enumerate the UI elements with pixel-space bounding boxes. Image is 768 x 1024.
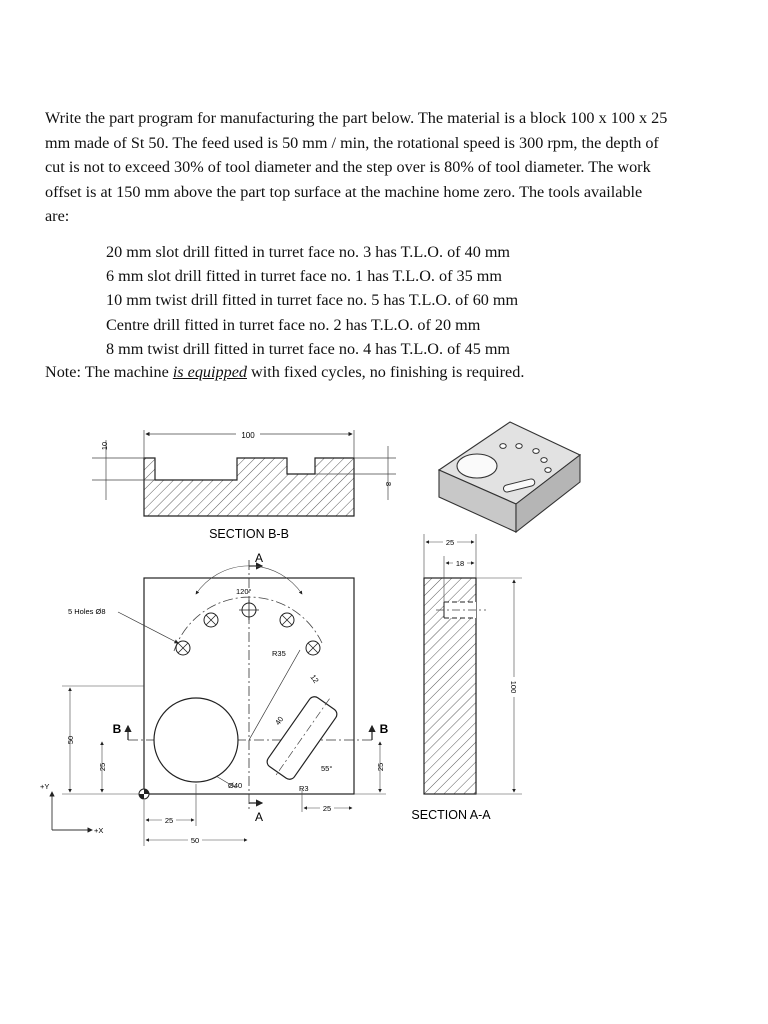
problem-line: are:: [45, 207, 70, 226]
note-prefix: Note: The machine: [45, 363, 173, 381]
dim-y25-right: 25: [376, 762, 385, 772]
dim-hole-depth-18: 18: [455, 559, 465, 568]
dim-y25-left: 25: [98, 762, 107, 772]
corner-radius-label: R3: [299, 784, 309, 793]
slot-length-label: 40: [273, 714, 286, 727]
axis-x-label: +X: [94, 826, 104, 835]
circle-diameter-label: Ø40: [228, 781, 243, 790]
section-a-label-bottom: A: [254, 810, 264, 824]
section-aa: [411, 534, 522, 822]
angle-label: 120°: [236, 587, 252, 596]
dim-x25-slot: 25: [322, 804, 332, 813]
note-suffix: with fixed cycles, no finishing is required.: [247, 363, 525, 381]
note-emphasis: is equipped: [172, 363, 247, 381]
tool-item: 8 mm twist drill fitted in turret face no. 4 has T.L.O. of 45 mm: [106, 339, 511, 358]
top-view: [40, 551, 389, 846]
problem-line: offset is at 150 mm above the part top surface at the machine home zero. The tools available: [45, 182, 643, 201]
isometric-view: [439, 422, 580, 532]
dim-width-100: 100: [241, 431, 255, 440]
section-b-label-right: B: [379, 722, 389, 736]
dim-height-100: 100: [509, 680, 518, 694]
holes-label: 5 Holes Ø8: [68, 607, 106, 616]
problem-line: cut is not to exceed 30% of tool diameter and the step over is 80% of tool diameter. The work: [45, 158, 651, 177]
tool-item: 10 mm twist drill fitted in turret face no. 5 has T.L.O. of 60 mm: [106, 291, 519, 310]
dim-x25: 25: [164, 816, 174, 825]
problem-line: mm made of St 50. The feed used is 50 mm / min, the rotational speed is 300 rpm, the depth of: [45, 133, 659, 152]
slot-width-label: 12: [308, 672, 321, 685]
problem-line: Write the part program for manufacturing the part below. The material is a block 100 x 100 x 25: [45, 109, 668, 127]
slot-angle-label: 55°: [321, 764, 333, 773]
dim-depth-10: 10: [100, 441, 109, 451]
axis-y-label: +Y: [40, 782, 50, 791]
dim-y50: 50: [66, 735, 75, 745]
dim-x50: 50: [190, 836, 200, 845]
dim-thickness-25: 25: [445, 538, 455, 547]
section-a-label-top: A: [254, 551, 264, 565]
radius-label: R35: [272, 649, 286, 658]
tool-item: 6 mm slot drill fitted in turret face no. 1 has T.L.O. of 35 mm: [106, 267, 502, 286]
section-b-label-left: B: [112, 722, 122, 736]
section-bb-title: SECTION B-B: [209, 527, 289, 541]
section-bb: [92, 428, 396, 541]
section-aa-title: SECTION A-A: [411, 808, 491, 822]
tool-item: Centre drill fitted in turret face no. 2 has T.L.O. of 20 mm: [106, 315, 481, 334]
dim-depth-8: 8: [384, 481, 393, 487]
tool-item: 20 mm slot drill fitted in turret face no. 3 has T.L.O. of 40 mm: [106, 243, 511, 261]
